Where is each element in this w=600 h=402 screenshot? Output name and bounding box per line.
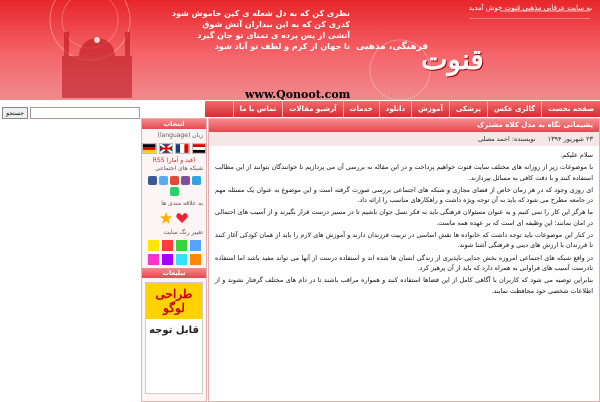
post-author: نویسنده: احمد مصلی xyxy=(478,135,536,143)
header-poem xyxy=(140,8,350,52)
telegram-icon[interactable] xyxy=(192,176,201,185)
color-swatch[interactable] xyxy=(190,240,201,251)
ads-heading: تبلیغات xyxy=(142,268,206,278)
poem-line: تا جهان از کرم و لطف تو آباد شود xyxy=(214,42,350,51)
heart-icon[interactable] xyxy=(176,212,188,224)
poem-line: نظری کن که به دل شعله ی کین خاموش شود xyxy=(171,9,350,18)
flag-france-icon[interactable] xyxy=(175,143,190,154)
post-body xyxy=(209,146,599,302)
color-swatch[interactable] xyxy=(148,254,159,265)
twitter-icon[interactable] xyxy=(159,176,168,185)
site-header xyxy=(0,0,600,100)
nav-services[interactable]: خدمات xyxy=(343,101,379,117)
color-swatch[interactable] xyxy=(190,254,201,265)
favorites-icons xyxy=(142,212,206,224)
site-url: www.Qonoot.com xyxy=(245,88,351,100)
welcome-text: به سایت عرفانی مذهبی قنوت خوش آمدید xyxy=(468,4,592,12)
nav-education[interactable]: آموزش xyxy=(411,101,449,117)
nav-download[interactable]: دانلود xyxy=(379,101,411,117)
main-nav xyxy=(205,100,600,117)
search-box xyxy=(2,107,140,119)
favorites-label: به علاقه مندی ها xyxy=(161,200,203,207)
nav-gallery[interactable]: گالری عکس xyxy=(487,101,541,117)
main-content xyxy=(208,118,600,402)
poem-line: کدری کن که به این بیداران آتش شوق xyxy=(202,20,350,29)
facebook-icon[interactable] xyxy=(148,176,157,185)
flag-germany-icon[interactable] xyxy=(142,143,157,154)
post-paragraph: سلام علیکم. xyxy=(560,151,593,159)
color-swatch[interactable] xyxy=(176,254,187,265)
site-logo[interactable]: قنوت xyxy=(421,43,484,76)
search-button[interactable]: جستجو xyxy=(2,107,28,119)
logo-subtitle: فرهنگی، مذهبی xyxy=(356,42,429,52)
rss-label[interactable]: RSS (فید و آمار) xyxy=(152,157,196,164)
post-paragraph: بنابراین توصیه می شود که کاربران با آگاهی کامل از این فضاها استفاده کنند و همواره مراقب باشند تا در دام های مختلف گرفتار نشوند و از اطلاعات شخصی خود محافظت نمایند. xyxy=(215,276,593,295)
nav-medical[interactable]: پزشکی xyxy=(449,101,487,117)
language-flags xyxy=(142,143,206,154)
post-date: ۲۳ شهریور ۱۳۹۴ xyxy=(547,135,593,143)
social-icons xyxy=(144,176,204,196)
ad-title: طراحی لوگو xyxy=(146,283,202,319)
post-paragraph: در کنار این موضوعات باید توجه داشت که خانواده ها نقش اساسی در تربیت فرزندان دارند و آموزش های لازم را باید از همان کودکی آغاز کنند تا فرزندان با ارزش های دینی و فرهنگی آشنا شوند. xyxy=(215,231,593,250)
nav-contact[interactable]: تماس با ما xyxy=(233,101,283,117)
post-paragraph: ما هرگز این کار را نمی کنیم و به عنوان مسئولان فرهنگی باید به فکر نسل جوان باشیم تا در مسیر درست قرار بگیرند و از آسیب های احتمالی در امان بمانند؛ این وظیفه ای است که بر عهده همه ماست. xyxy=(215,208,593,227)
flag-iraq-icon[interactable] xyxy=(192,143,207,154)
post-paragraph: ای روزی وجود که در هر زمان خاص از فضای مجازی و شبکه های اجتماعی بررسی صورت گرفته است و این موضوع به عنوان یک مسئله مهم در جامعه مطرح می شود که باید به آن توجه ویژه داشت و راهکارهای مناسب را ارائه داد. xyxy=(215,185,593,205)
google-plus-icon[interactable] xyxy=(170,176,179,185)
post-meta xyxy=(209,132,599,146)
nav-archive[interactable]: آرشیو مقالات xyxy=(282,101,342,117)
star-icon[interactable] xyxy=(160,212,172,224)
sidebar-heading: انتخاب xyxy=(142,119,206,129)
post-paragraph: در واقع شبکه های اجتماعی امروزه بخش جدایی ناپذیری از زندگی انسان ها شده اند و استفاده درست از آنها می تواند مفید باشد اما استفاده نادرست آسیب های فراوانی به همراه دارد که باید از آن پرهیز کرد. xyxy=(215,253,593,272)
viber-icon[interactable] xyxy=(181,176,190,185)
color-swatch[interactable] xyxy=(176,240,187,251)
flag-uk-icon[interactable] xyxy=(159,143,174,154)
search-input[interactable] xyxy=(30,107,140,119)
logo-design-ad[interactable] xyxy=(145,282,203,394)
color-swatches xyxy=(144,240,204,265)
color-swatch[interactable] xyxy=(162,254,173,265)
social-label: شبکه های اجتماعی xyxy=(155,165,203,172)
color-change-label: تغییر رنگ سایت xyxy=(163,229,203,236)
poem-line: آتشی از پس پرده ی تمنای تو جان گیرد xyxy=(197,31,350,40)
language-label: زبان (language) xyxy=(157,132,203,139)
color-swatch[interactable] xyxy=(162,240,173,251)
post-title[interactable]: پشیمانی نگاه به مدل کلاه مشترک xyxy=(209,119,599,132)
color-swatch[interactable] xyxy=(148,240,159,251)
ad-subtitle: قابل توجه xyxy=(149,325,199,336)
nav-home[interactable]: صفحه نخست xyxy=(541,101,600,117)
right-sidebar xyxy=(141,118,207,402)
whatsapp-icon[interactable] xyxy=(170,187,179,196)
post-paragraph: با موضوعات زیر از روزانه های مختلف سایت قنوت خواهیم پرداخت و در این مقاله به بررسی آن می پردازیم تا خوانندگان بتوانند از این مطالب استفاده کنند و با دقت کافی به مسائل بپردازند. xyxy=(215,163,593,182)
